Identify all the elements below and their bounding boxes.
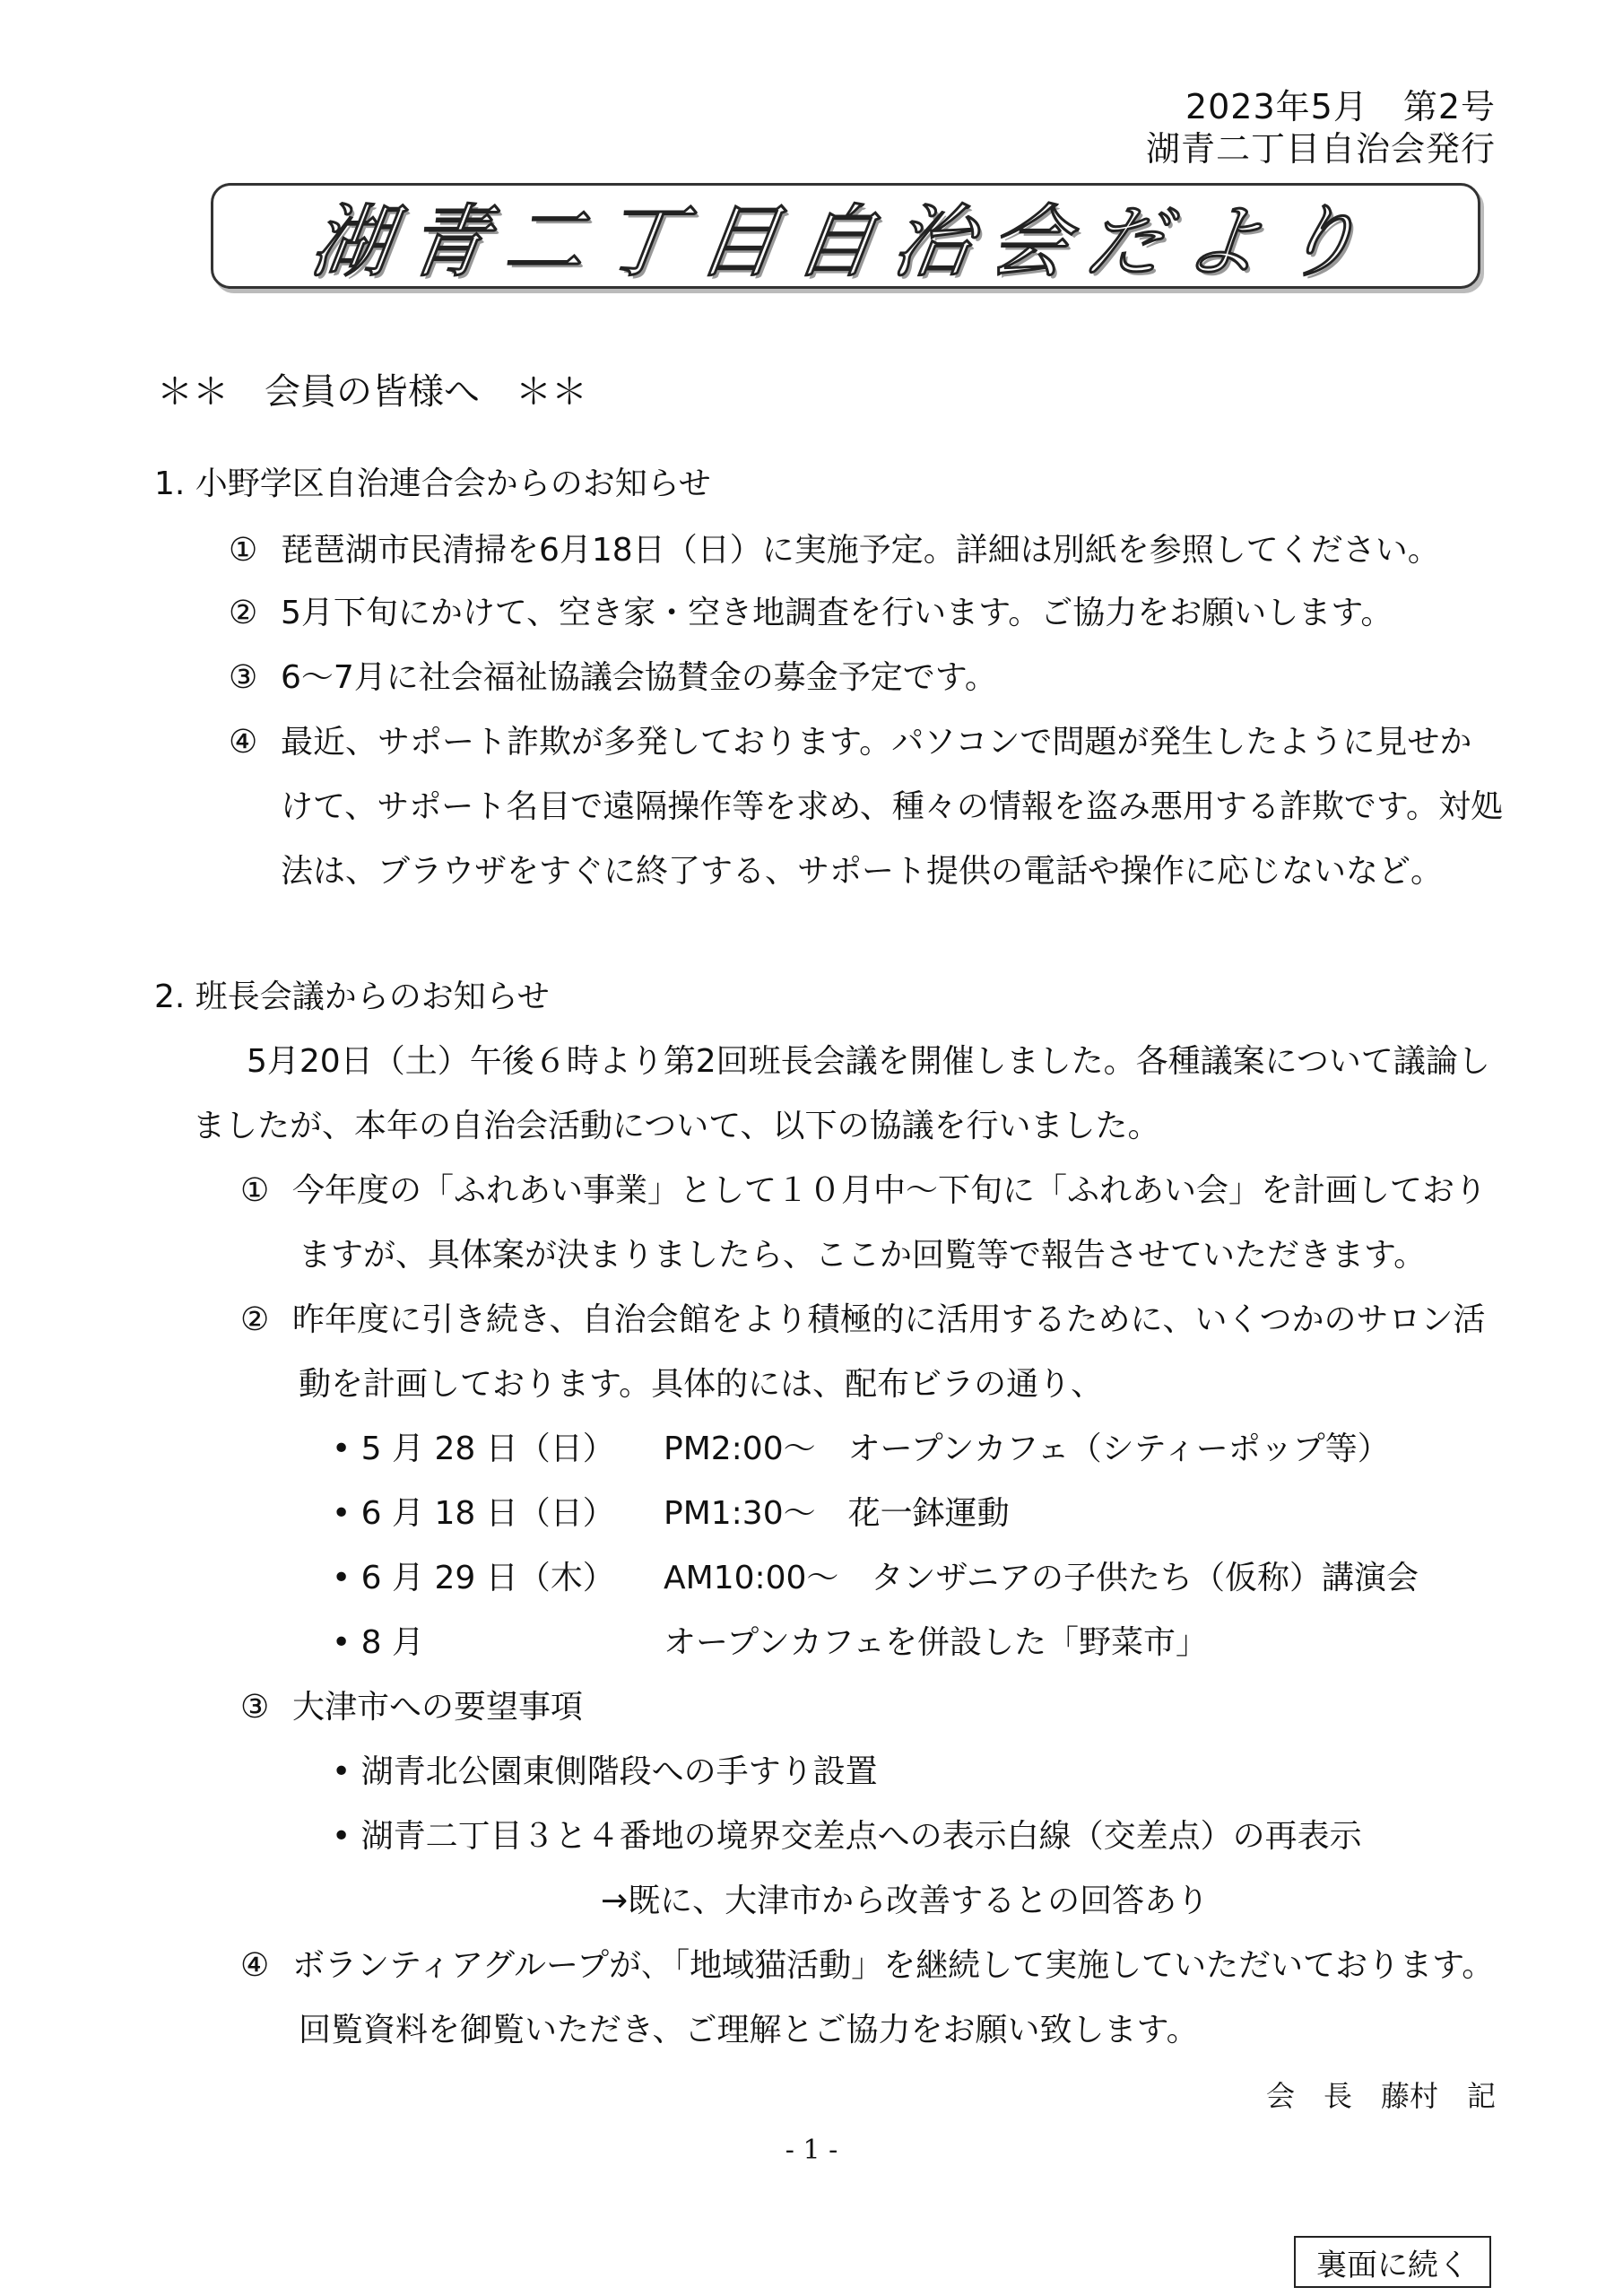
schedule-date: • 6 月 29 日（木） [332, 1560, 615, 1596]
section1-item-4-line2: けて、サポート名目で遠隔操作等を求め、種々の情報を盗み悪用する詐欺です。対処 [281, 788, 1503, 825]
section1-heading: 1. 小野学区自治連合会からのお知らせ [154, 465, 711, 502]
section2-intro-line2: ましたが、本年の自治会活動について、以下の協議を行いました。 [193, 1108, 1160, 1144]
item-number: ④ [229, 724, 258, 761]
title-banner [211, 183, 1480, 289]
continued-notice: 裏面に続く [1294, 2236, 1491, 2288]
section2-heading: 2. 班長会議からのお知らせ [154, 978, 550, 1015]
item-number: ② [240, 1301, 270, 1338]
item-number: ② [229, 595, 258, 631]
request-item: • 湖青二丁目３と４番地の境界交差点への表示白線（交差点）の再表示 [332, 1818, 1362, 1855]
schedule-row [332, 1494, 1010, 1533]
item-number: ③ [240, 1689, 270, 1726]
publisher: 湖青二丁目自治会発行 [1145, 129, 1496, 169]
page-number: - 1 - [785, 2135, 838, 2166]
schedule-date: • 8 月 [332, 1624, 425, 1661]
issue-date: 2023年5月 第2号 [1185, 87, 1496, 126]
greeting: ＊＊ 会員の皆様へ ＊＊ [157, 371, 587, 413]
schedule-row [332, 1430, 1390, 1468]
section2-item-2: ② 昨年度に引き続き、自治会館をより積極的に活用するために、いくつかのサロン活 [240, 1301, 1486, 1338]
section1-item-3: ③ 6〜7月に社会福祉協議会協賛金の募金予定です。 [229, 659, 997, 696]
reply-note: →既に、大津市から改善するとの回答あり [601, 1883, 1210, 1919]
schedule-event: AM10:00〜 タンザニアの子供たち（仮称）講演会 [664, 1560, 1419, 1596]
schedule-event: PM1:30〜 花一鉢運動 [664, 1495, 1010, 1532]
section1-item-1: ① 琵琶湖市民清掃を6月18日（日）に実施予定。詳細は別紙を参照してください。 [229, 532, 1440, 569]
request-item: • 湖青北公園東側階段への手すり設置 [332, 1753, 878, 1790]
item-number: ③ [229, 659, 258, 696]
schedule-row [332, 1623, 1208, 1662]
schedule-date: • 6 月 18 日（日） [332, 1495, 615, 1532]
newsletter-title: 湖青二丁目自治会だより [305, 196, 1384, 288]
schedule-event: PM2:00〜 オープンカフェ（シティーポップ等） [664, 1431, 1390, 1467]
schedule-row [332, 1559, 1419, 1597]
item-number: ① [240, 1172, 270, 1209]
item-number: ① [229, 532, 258, 569]
section2-item-1: ① 今年度の「ふれあい事業」として１０月中〜下旬に「ふれあい会」を計画しており [240, 1172, 1488, 1209]
section2-item-4-line2: 回覧資料を御覧いただき、ご理解とご協力をお願い致します。 [299, 2012, 1199, 2048]
section2-item-3: ③ 大津市への要望事項 [240, 1689, 584, 1726]
section1-item-2: ② 5月下旬にかけて、空き家・空き地調査を行います。ご協力をお願いします。 [229, 595, 1393, 631]
section1-item-4-line3: 法は、ブラウザをすぐに終了する、サポート提供の電話や操作に応じないなど。 [281, 853, 1444, 890]
section2-item-1-line2: ますが、具体案が決まりましたら、ここか回覧等で報告させていただきます。 [299, 1237, 1427, 1274]
item-number: ④ [240, 1947, 270, 1984]
schedule-date: • 5 月 28 日（日） [332, 1431, 615, 1467]
schedule-event: オープンカフェを併設した「野菜市」 [664, 1624, 1208, 1661]
section2-intro-line1: 5月20日（土）午後６時より第2回班長会議を開催しました。各種議案について議論し [247, 1043, 1490, 1080]
signature: 会 長 藤村 記 [1265, 2079, 1496, 2113]
section1-item-4: ④ 最近、サポート詐欺が多発しております。パソコンで問題が発生したように見せか [229, 724, 1472, 761]
section2-item-4: ④ ボランティアグループが､「地域猫活動」を継続して実施していただいております。 [240, 1947, 1495, 1984]
section2-item-2-line2: 動を計画しております。具体的には、配布ビラの通り、 [299, 1366, 1104, 1403]
